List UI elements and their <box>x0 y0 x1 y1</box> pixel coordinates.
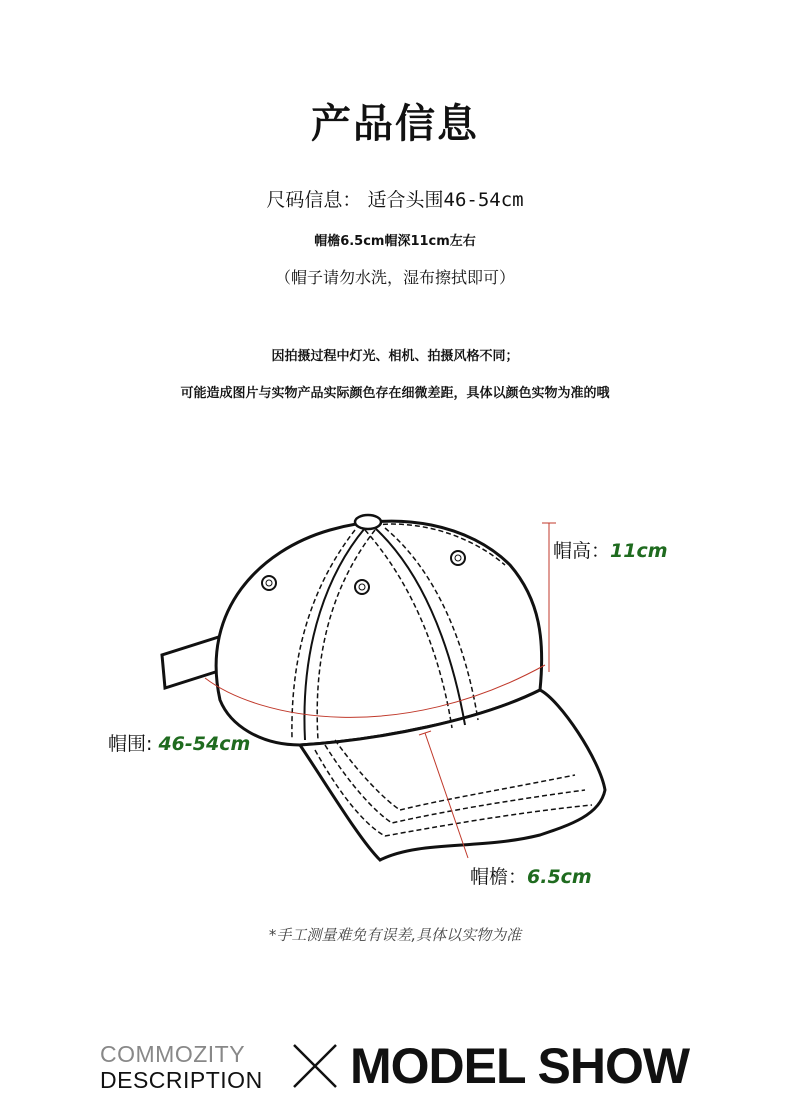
footer-banner <box>100 1035 700 1095</box>
height-measurement <box>553 536 668 563</box>
size-info-text: 适合头围 <box>367 189 444 211</box>
height-value: 11cm <box>610 540 668 562</box>
eyelet-2 <box>355 580 369 594</box>
circumference-label: 帽围: <box>108 733 153 755</box>
size-info-range: 46-54cm <box>443 189 524 211</box>
footer-model-show: MODEL SHOW <box>350 1038 690 1094</box>
eyelet-3 <box>451 551 465 565</box>
circumference-measurement <box>108 729 250 756</box>
brim-label: 帽檐： <box>470 866 528 888</box>
footer-line-1: COMMOZITY <box>100 1041 246 1067</box>
disclaimer-line-2: 可能造成图片与实物产品实际颜色存在细微差距，具体以颜色实物为准的哦 <box>180 386 610 401</box>
height-label: 帽高： <box>553 540 611 562</box>
measurement-note: *手工测量难免有误差,具体以实物为准 <box>268 926 522 944</box>
circumference-value: 46-54cm <box>158 733 251 755</box>
size-info-label: 尺码信息： <box>266 189 362 211</box>
footer-line-2: DESCRIPTION <box>100 1067 263 1093</box>
cross-icon <box>290 1041 340 1091</box>
eyelet-1 <box>262 576 276 590</box>
brim-value: 6.5cm <box>527 866 592 888</box>
brim-measurement <box>470 862 592 889</box>
brim-depth-info: 帽檐6.5cm帽深11cm左右 <box>314 234 476 249</box>
wash-instruction: （帽子请勿水洗，湿布擦拭即可） <box>274 268 515 287</box>
disclaimer-line-1: 因拍摄过程中灯光、相机、拍摄风格不同； <box>271 349 519 364</box>
page-title: 产品信息 <box>311 101 479 147</box>
cap-top-button <box>355 515 381 529</box>
